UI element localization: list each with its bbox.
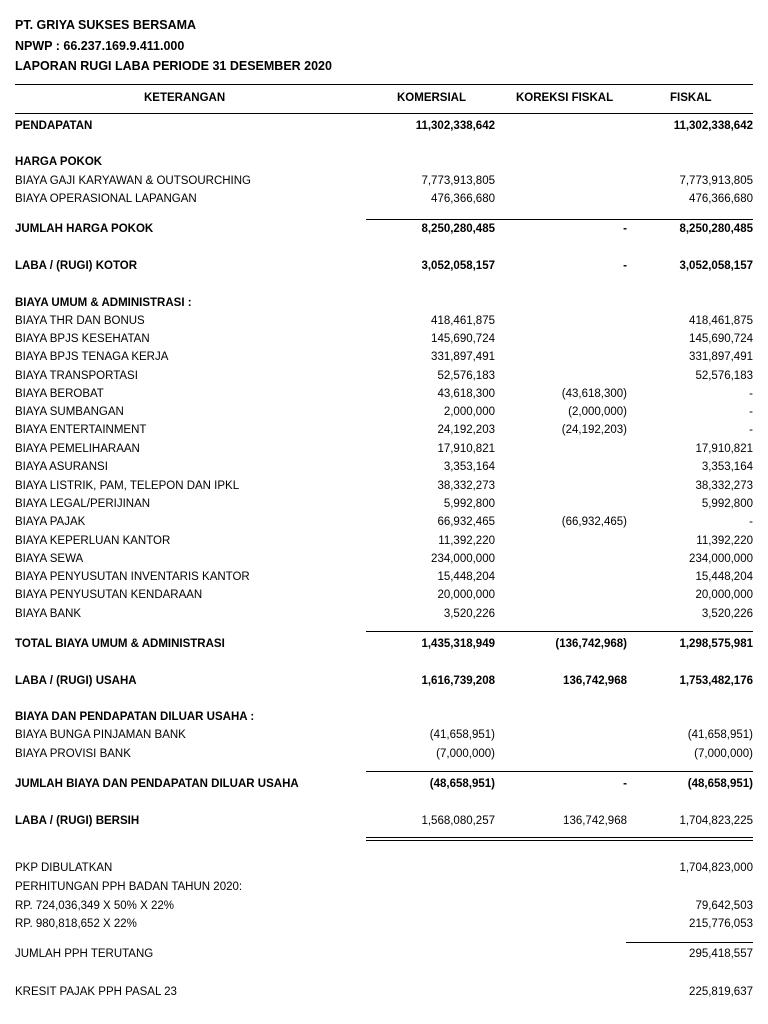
table-row bbox=[15, 351, 753, 369]
koreksi-value: (24,192,203) bbox=[561, 424, 627, 436]
table-row bbox=[15, 370, 753, 388]
komersial-value: 5,992,800 bbox=[443, 498, 495, 510]
fiskal-value: - bbox=[749, 388, 753, 400]
table-row bbox=[15, 175, 753, 193]
row-label: BIAYA ASURANSI bbox=[15, 461, 108, 473]
col-header-keterangan: KETERANGAN bbox=[144, 92, 226, 104]
report-title: LAPORAN RUGI LABA PERIODE 31 DESEMBER 2020 bbox=[15, 59, 332, 73]
komersial-value: 7,773,913,805 bbox=[421, 175, 495, 187]
row-label: BIAYA BPJS KESEHATAN bbox=[15, 333, 150, 345]
koreksi-value: 136,742,968 bbox=[563, 815, 627, 827]
fiskal-value: 7,773,913,805 bbox=[679, 175, 753, 187]
rule-pph bbox=[626, 942, 753, 943]
row-label: JUMLAH PPH TERUTANG bbox=[15, 948, 154, 960]
fiskal-value: 5,992,800 bbox=[701, 498, 753, 510]
table-row bbox=[15, 638, 753, 656]
fiskal-value: 8,250,280,485 bbox=[679, 223, 753, 235]
fiskal-value: 3,520,226 bbox=[701, 608, 753, 620]
row-label: BIAYA TRANSPORTASI bbox=[15, 370, 138, 382]
row-label: BIAYA THR DAN BONUS bbox=[15, 315, 145, 327]
komersial-value: (7,000,000) bbox=[436, 748, 495, 760]
table-row bbox=[15, 120, 753, 138]
row-label: BIAYA OPERASIONAL LAPANGAN bbox=[15, 193, 197, 205]
fiskal-value: 1,704,823,225 bbox=[679, 815, 753, 827]
fiskal-value: - bbox=[749, 424, 753, 436]
npwp: NPWP : 66.237.169.9.411.000 bbox=[15, 39, 185, 53]
fiskal-value: 79,642,503 bbox=[695, 900, 753, 912]
komersial-value: 8,250,280,485 bbox=[421, 223, 495, 235]
row-label: BIAYA SEWA bbox=[15, 553, 84, 565]
fiskal-value: 38,332,273 bbox=[695, 480, 753, 492]
fiskal-value: 215,776,053 bbox=[689, 918, 753, 930]
row-label: TOTAL BIAYA UMUM & ADMINISTRASI bbox=[15, 638, 225, 650]
komersial-value: 3,052,058,157 bbox=[421, 260, 495, 272]
table-row bbox=[15, 388, 753, 406]
komersial-value: 1,435,318,949 bbox=[421, 638, 495, 650]
komersial-value: 3,353,164 bbox=[443, 461, 495, 473]
komersial-value: 24,192,203 bbox=[437, 424, 495, 436]
table-row bbox=[15, 535, 753, 553]
koreksi-value: 136,742,968 bbox=[563, 675, 627, 687]
fiskal-value: (7,000,000) bbox=[694, 748, 753, 760]
row-label: BIAYA SUMBANGAN bbox=[15, 406, 124, 418]
row-label: BIAYA GAJI KARYAWAN & OUTSOURCHING bbox=[15, 175, 252, 187]
fiskal-value: 1,704,823,000 bbox=[679, 862, 753, 874]
header-top-rule bbox=[15, 84, 753, 85]
komersial-value: 20,000,000 bbox=[437, 589, 495, 601]
fiskal-value: 15,448,204 bbox=[695, 571, 753, 583]
row-label: RP. 980,818,652 X 22% bbox=[15, 918, 137, 930]
koreksi-value: (66,932,465) bbox=[561, 516, 627, 528]
table-row bbox=[15, 900, 753, 918]
row-label: HARGA POKOK bbox=[15, 156, 103, 168]
row-label: RP. 724,036,349 X 50% X 22% bbox=[15, 900, 174, 912]
row-label: BIAYA KEPERLUAN KANTOR bbox=[15, 535, 171, 547]
row-label: BIAYA ENTERTAINMENT bbox=[15, 424, 147, 436]
rule-biaya-umum bbox=[366, 631, 753, 632]
table-row bbox=[15, 571, 753, 589]
fiskal-value: - bbox=[749, 516, 753, 528]
table-row bbox=[15, 553, 753, 571]
komersial-value: 1,568,080,257 bbox=[421, 815, 495, 827]
komersial-value: 1,616,739,208 bbox=[421, 675, 495, 687]
koreksi-value: - bbox=[623, 778, 627, 790]
row-label: BIAYA BPJS TENAGA KERJA bbox=[15, 351, 169, 363]
table-row bbox=[15, 156, 753, 174]
table-row bbox=[15, 589, 753, 607]
fiskal-value: 3,353,164 bbox=[701, 461, 753, 473]
table-row bbox=[15, 608, 753, 626]
table-row bbox=[15, 223, 753, 241]
table-row bbox=[15, 498, 753, 516]
row-label: BIAYA PENYUSUTAN INVENTARIS KANTOR bbox=[15, 571, 250, 583]
koreksi-value: - bbox=[623, 260, 627, 272]
komersial-value: 3,520,226 bbox=[443, 608, 495, 620]
fiskal-value: 295,418,557 bbox=[689, 948, 753, 960]
row-label: BIAYA PAJAK bbox=[15, 516, 86, 528]
table-row bbox=[15, 948, 753, 966]
koreksi-value: - bbox=[623, 223, 627, 235]
komersial-value: 15,448,204 bbox=[437, 571, 495, 583]
row-label: BIAYA BUNGA PINJAMAN BANK bbox=[15, 729, 186, 741]
table-row bbox=[15, 729, 753, 747]
fiskal-value: 11,392,220 bbox=[696, 535, 753, 547]
col-header-koreksi: KOREKSI FISKAL bbox=[516, 92, 614, 104]
row-label: BIAYA PEMELIHARAAN bbox=[15, 443, 140, 455]
row-label: BIAYA LISTRIK, PAM, TELEPON DAN IPKL bbox=[15, 480, 240, 492]
table-row bbox=[15, 260, 753, 278]
komersial-value: 476,366,680 bbox=[431, 193, 495, 205]
fiskal-value: 52,576,183 bbox=[695, 370, 753, 382]
komersial-value: 234,000,000 bbox=[431, 553, 495, 565]
col-header-fiskal: FISKAL bbox=[670, 92, 712, 104]
rule-laba-bersih-2 bbox=[366, 840, 753, 841]
table-row bbox=[15, 516, 753, 534]
row-label: BIAYA LEGAL/PERIJINAN bbox=[15, 498, 151, 510]
table-row bbox=[15, 424, 753, 442]
row-label: JUMLAH BIAYA DAN PENDAPATAN DILUAR USAHA bbox=[15, 778, 299, 790]
row-label: LABA / (RUGI) USAHA bbox=[15, 675, 137, 687]
fiskal-value: 11,302,338,642 bbox=[673, 120, 753, 132]
komersial-value: 2,000,000 bbox=[443, 406, 495, 418]
fiskal-value: 20,000,000 bbox=[695, 589, 753, 601]
table-row bbox=[15, 461, 753, 479]
table-row bbox=[15, 297, 753, 315]
row-label: KRESIT PAJAK PPH PASAL 23 bbox=[15, 986, 177, 998]
koreksi-value: (2,000,000) bbox=[568, 406, 627, 418]
fiskal-value: 17,910,821 bbox=[695, 443, 753, 455]
table-row bbox=[15, 918, 753, 936]
row-label: JUMLAH HARGA POKOK bbox=[15, 223, 154, 235]
fiskal-value: 331,897,491 bbox=[689, 351, 753, 363]
table-row bbox=[15, 675, 753, 693]
table-row bbox=[15, 711, 753, 729]
row-label: BIAYA BANK bbox=[15, 608, 82, 620]
col-header-komersial: KOMERSIAL bbox=[397, 92, 466, 104]
table-row bbox=[15, 480, 753, 498]
table-row bbox=[15, 862, 753, 880]
row-label: BIAYA PENYUSUTAN KENDARAAN bbox=[15, 589, 203, 601]
table-row bbox=[15, 406, 753, 424]
komersial-value: (48,658,951) bbox=[429, 778, 495, 790]
fiskal-value: 234,000,000 bbox=[689, 553, 753, 565]
company-name: PT. GRIYA SUKSES BERSAMA bbox=[15, 18, 197, 32]
fiskal-value: 476,366,680 bbox=[689, 193, 753, 205]
table-row bbox=[15, 881, 753, 899]
row-label: LABA / (RUGI) BERSIH bbox=[15, 815, 140, 827]
row-label: BIAYA UMUM & ADMINISTRASI : bbox=[15, 297, 192, 309]
komersial-value: 17,910,821 bbox=[437, 443, 495, 455]
rule-harga-pokok bbox=[366, 219, 753, 220]
koreksi-value: (136,742,968) bbox=[555, 638, 627, 650]
row-label: BIAYA DAN PENDAPATAN DILUAR USAHA : bbox=[15, 711, 255, 723]
komersial-value: 331,897,491 bbox=[431, 351, 495, 363]
header-bottom-rule bbox=[15, 113, 753, 114]
komersial-value: 11,302,338,642 bbox=[415, 120, 495, 132]
komersial-value: 418,461,875 bbox=[431, 315, 495, 327]
fiskal-value: (48,658,951) bbox=[687, 778, 753, 790]
row-label: LABA / (RUGI) KOTOR bbox=[15, 260, 138, 272]
table-row bbox=[15, 778, 753, 796]
rule-laba-bersih-1 bbox=[366, 837, 753, 838]
fiskal-value: 1,753,482,176 bbox=[679, 675, 753, 687]
fiskal-value: - bbox=[749, 406, 753, 418]
komersial-value: 38,332,273 bbox=[437, 480, 495, 492]
rule-diluar-usaha bbox=[366, 771, 753, 772]
table-row bbox=[15, 333, 753, 351]
fiskal-value: 225,819,637 bbox=[689, 986, 753, 998]
fiskal-value: (41,658,951) bbox=[687, 729, 753, 741]
fiskal-value: 145,690,724 bbox=[689, 333, 753, 345]
table-row bbox=[15, 443, 753, 461]
table-row bbox=[15, 986, 753, 1004]
table-row bbox=[15, 815, 753, 833]
komersial-value: 43,618,300 bbox=[437, 388, 495, 400]
table-row bbox=[15, 748, 753, 766]
koreksi-value: (43,618,300) bbox=[561, 388, 627, 400]
row-label: PKP DIBULATKAN bbox=[15, 862, 113, 874]
table-row bbox=[15, 315, 753, 333]
komersial-value: 66,932,465 bbox=[437, 516, 495, 528]
komersial-value: 52,576,183 bbox=[437, 370, 495, 382]
fiskal-value: 1,298,575,981 bbox=[679, 638, 753, 650]
komersial-value: 145,690,724 bbox=[431, 333, 495, 345]
table-row bbox=[15, 193, 753, 211]
komersial-value: 11,392,220 bbox=[438, 535, 495, 547]
fiskal-value: 418,461,875 bbox=[689, 315, 753, 327]
fiskal-value: 3,052,058,157 bbox=[679, 260, 753, 272]
komersial-value: (41,658,951) bbox=[429, 729, 495, 741]
row-label: BIAYA PROVISI BANK bbox=[15, 748, 131, 760]
row-label: PENDAPATAN bbox=[15, 120, 93, 132]
row-label: BIAYA BEROBAT bbox=[15, 388, 104, 400]
row-label: PERHITUNGAN PPH BADAN TAHUN 2020: bbox=[15, 881, 243, 893]
